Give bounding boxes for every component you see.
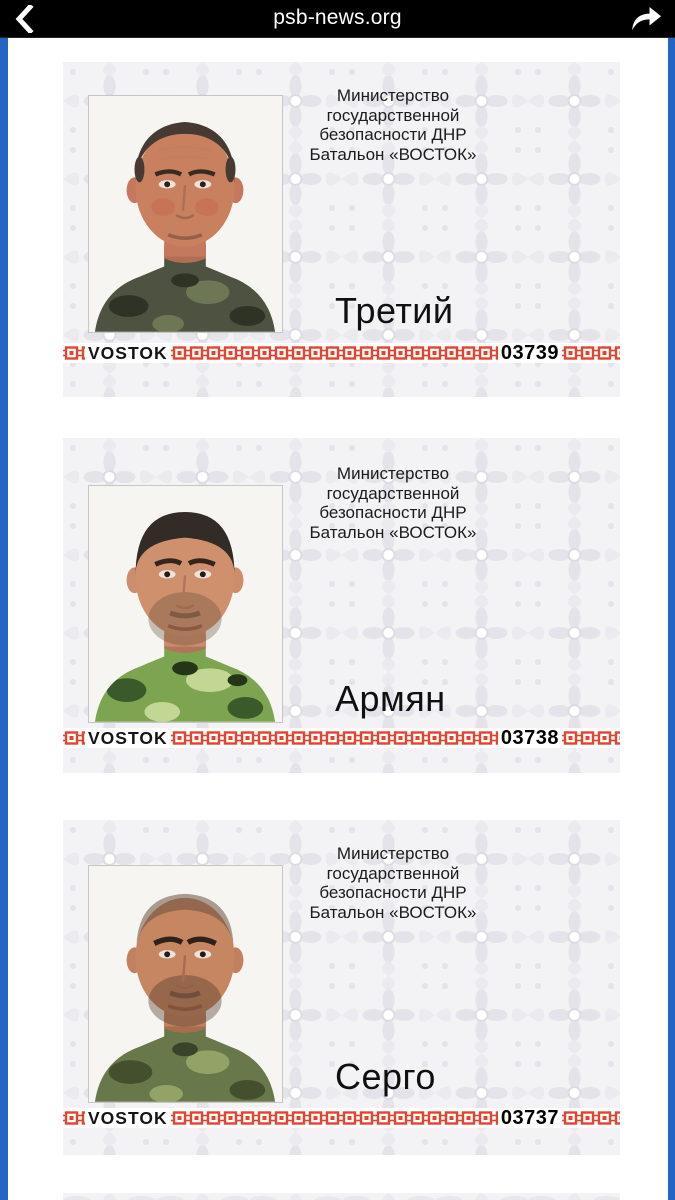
- id-card: [63, 62, 620, 397]
- id-card: [63, 438, 620, 773]
- callsign-name: Третий: [335, 290, 454, 331]
- ministry-line: Министерство: [336, 844, 450, 863]
- ministry-line: Министерство: [336, 464, 450, 483]
- red-ornament-pattern: [63, 729, 85, 747]
- vostok-strip: [63, 1108, 620, 1128]
- ministry-text: [263, 844, 523, 922]
- ministry-line: безопасности ДНР: [319, 883, 467, 902]
- portrait-photo: [88, 485, 283, 723]
- red-ornament-pattern: [562, 1109, 620, 1127]
- callsign-name: Серго: [335, 1056, 436, 1097]
- portrait-photo: [88, 95, 283, 333]
- ministry-line: Министерство: [336, 86, 450, 105]
- red-ornament-pattern: [171, 729, 498, 747]
- ministry-line: Батальон «ВОСТОК»: [309, 144, 477, 164]
- damask-pattern-background: [63, 1193, 620, 1200]
- ministry-line: безопасности ДНР: [319, 125, 467, 144]
- ministry-line: государственной: [326, 483, 460, 503]
- ministry-line: Батальон «ВОСТОК»: [309, 902, 477, 922]
- ministry-line: государственной: [326, 863, 460, 883]
- red-ornament-pattern: [63, 344, 85, 362]
- red-ornament-pattern: [562, 729, 620, 747]
- red-ornament-pattern: [171, 1109, 498, 1127]
- ministry-line: государственной: [326, 105, 460, 125]
- ministry-text: [263, 86, 523, 164]
- id-card: [63, 820, 620, 1155]
- vostok-brand-label: VOSTOK: [88, 1107, 168, 1128]
- card-number: 03737: [500, 1106, 559, 1129]
- id-card-partial: [63, 1193, 620, 1200]
- callsign-name: Армян: [335, 678, 446, 719]
- vostok-strip: [63, 343, 620, 363]
- webpage-content: [0, 38, 675, 1200]
- share-button[interactable]: [627, 5, 665, 33]
- vostok-brand-label: VOSTOK: [88, 342, 168, 363]
- red-ornament-pattern: [562, 344, 620, 362]
- portrait-photo: [88, 865, 283, 1103]
- red-ornament-pattern: [171, 344, 498, 362]
- vostok-brand-label: VOSTOK: [88, 727, 168, 748]
- browser-topbar: [0, 0, 675, 38]
- ministry-line: Батальон «ВОСТОК»: [309, 522, 477, 542]
- share-forward-icon: [627, 5, 665, 33]
- vostok-strip: [63, 728, 620, 748]
- red-ornament-pattern: [63, 1109, 85, 1127]
- card-number: 03739: [500, 341, 559, 364]
- ministry-text: [263, 464, 523, 542]
- card-number: 03738: [500, 726, 559, 749]
- page-title: psb-news.org: [273, 6, 402, 29]
- ministry-line: безопасности ДНР: [319, 503, 467, 522]
